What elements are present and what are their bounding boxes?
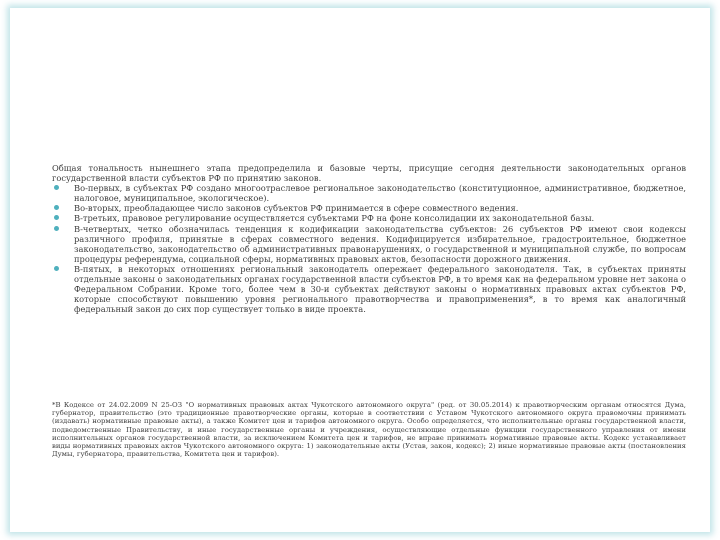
- bullet-dot-icon: [54, 266, 59, 271]
- list-item-text: В-четвертых, четко обозначилась тенденция к кодификации законодательства субъектов: 26 субъектов РФ имеют свои кодексы различного профиля, принятые в сферах совместного ведения. Кодифицируется избирательное, градостроительное, бюджетное законодательство, законодательство об административных правонарушениях, о государственной и муниципальной службе, по вопросам процедуры референдума, социальной сферы, нормативных правовых актов, безопасности дорожного движения.: [74, 223, 686, 264]
- list-item-text: В-пятых, в некоторых отношениях региональный законодатель опережает федерального законодателя. Так, в субъектах приняты отдельные законы о законодательных органах государственной власти субъектов РФ, в то время как на федеральном уровне нет закона о Федеральном Собрании. Кроме того, более чем в 30-и субъектах действуют законы о нормативных правовых актах субъектов РФ, которые способствуют повышению уровня регионального правотворчества и правоприменения*, в то время как аналогичный федеральный закон до сих пор существует только в виде проекта.: [74, 263, 686, 315]
- bullet-dot-icon: [54, 215, 59, 220]
- intro-paragraph: Общая тональность нынешнего этапа предопределила и базовые черты, присущие сегодня деятельности законодательных органов государственной власти субъектов РФ по принятию законов.: [52, 163, 686, 184]
- list-item: [52, 224, 686, 264]
- list-item: [52, 183, 686, 203]
- bullet-list: [52, 183, 686, 314]
- footnote: *В Кодексе от 24.02.2009 N 25-ОЗ "О нормативных правовых актах Чукотского автономного округа" (ред. от 30.05.2014) к правотворческим органам относятся Дума, губернатор, правительство (это традиционные правотворческие органы, которые в соответствии с Уставом Чукотского автономного округа правомочны принимать (издавать) нормативные правовые акты), а также Комитет цен и тарифов автономного округа. Особо определяется, что исполнительные органы государственной власти, подведомственные Правительству, и иные государственные органы и учреждения, осуществляющие отдельные функции государственного управления от имени исполнительных органов государственной власти, за исключением Комитета цен и тарифов, не вправе принимать нормативные правовые акты. Кодекс устанавливает виды нормативных правовых актов Чукотского автономного округа: 1) законодательные акты (Устав, закон, кодекс); 2) иные нормативные правовые акты (постановления Думы, губернатора, правительства, Комитета цен и тарифов).: [52, 401, 686, 459]
- list-item: [52, 213, 686, 223]
- list-item-text: В-третьих, правовое регулирование осуществляется субъектами РФ на фоне консолидации их законодательной базы.: [74, 213, 595, 224]
- list-item-text: Во-первых, в субъектах РФ создано многоотраслевое региональное законодательство (конституционное, административное, бюджетное, налоговое, муниципальное, экологическое).: [74, 183, 686, 204]
- slide-frame: [10, 8, 710, 532]
- slide-content: [52, 163, 686, 314]
- list-item: [52, 203, 686, 213]
- list-item-text: Во-вторых, преобладающее число законов субъектов РФ принимается в сфере совместного ведения.: [74, 203, 519, 214]
- list-item: [52, 264, 686, 314]
- bullet-dot-icon: [54, 226, 59, 231]
- bullet-dot-icon: [54, 205, 59, 210]
- bullet-dot-icon: [54, 185, 59, 190]
